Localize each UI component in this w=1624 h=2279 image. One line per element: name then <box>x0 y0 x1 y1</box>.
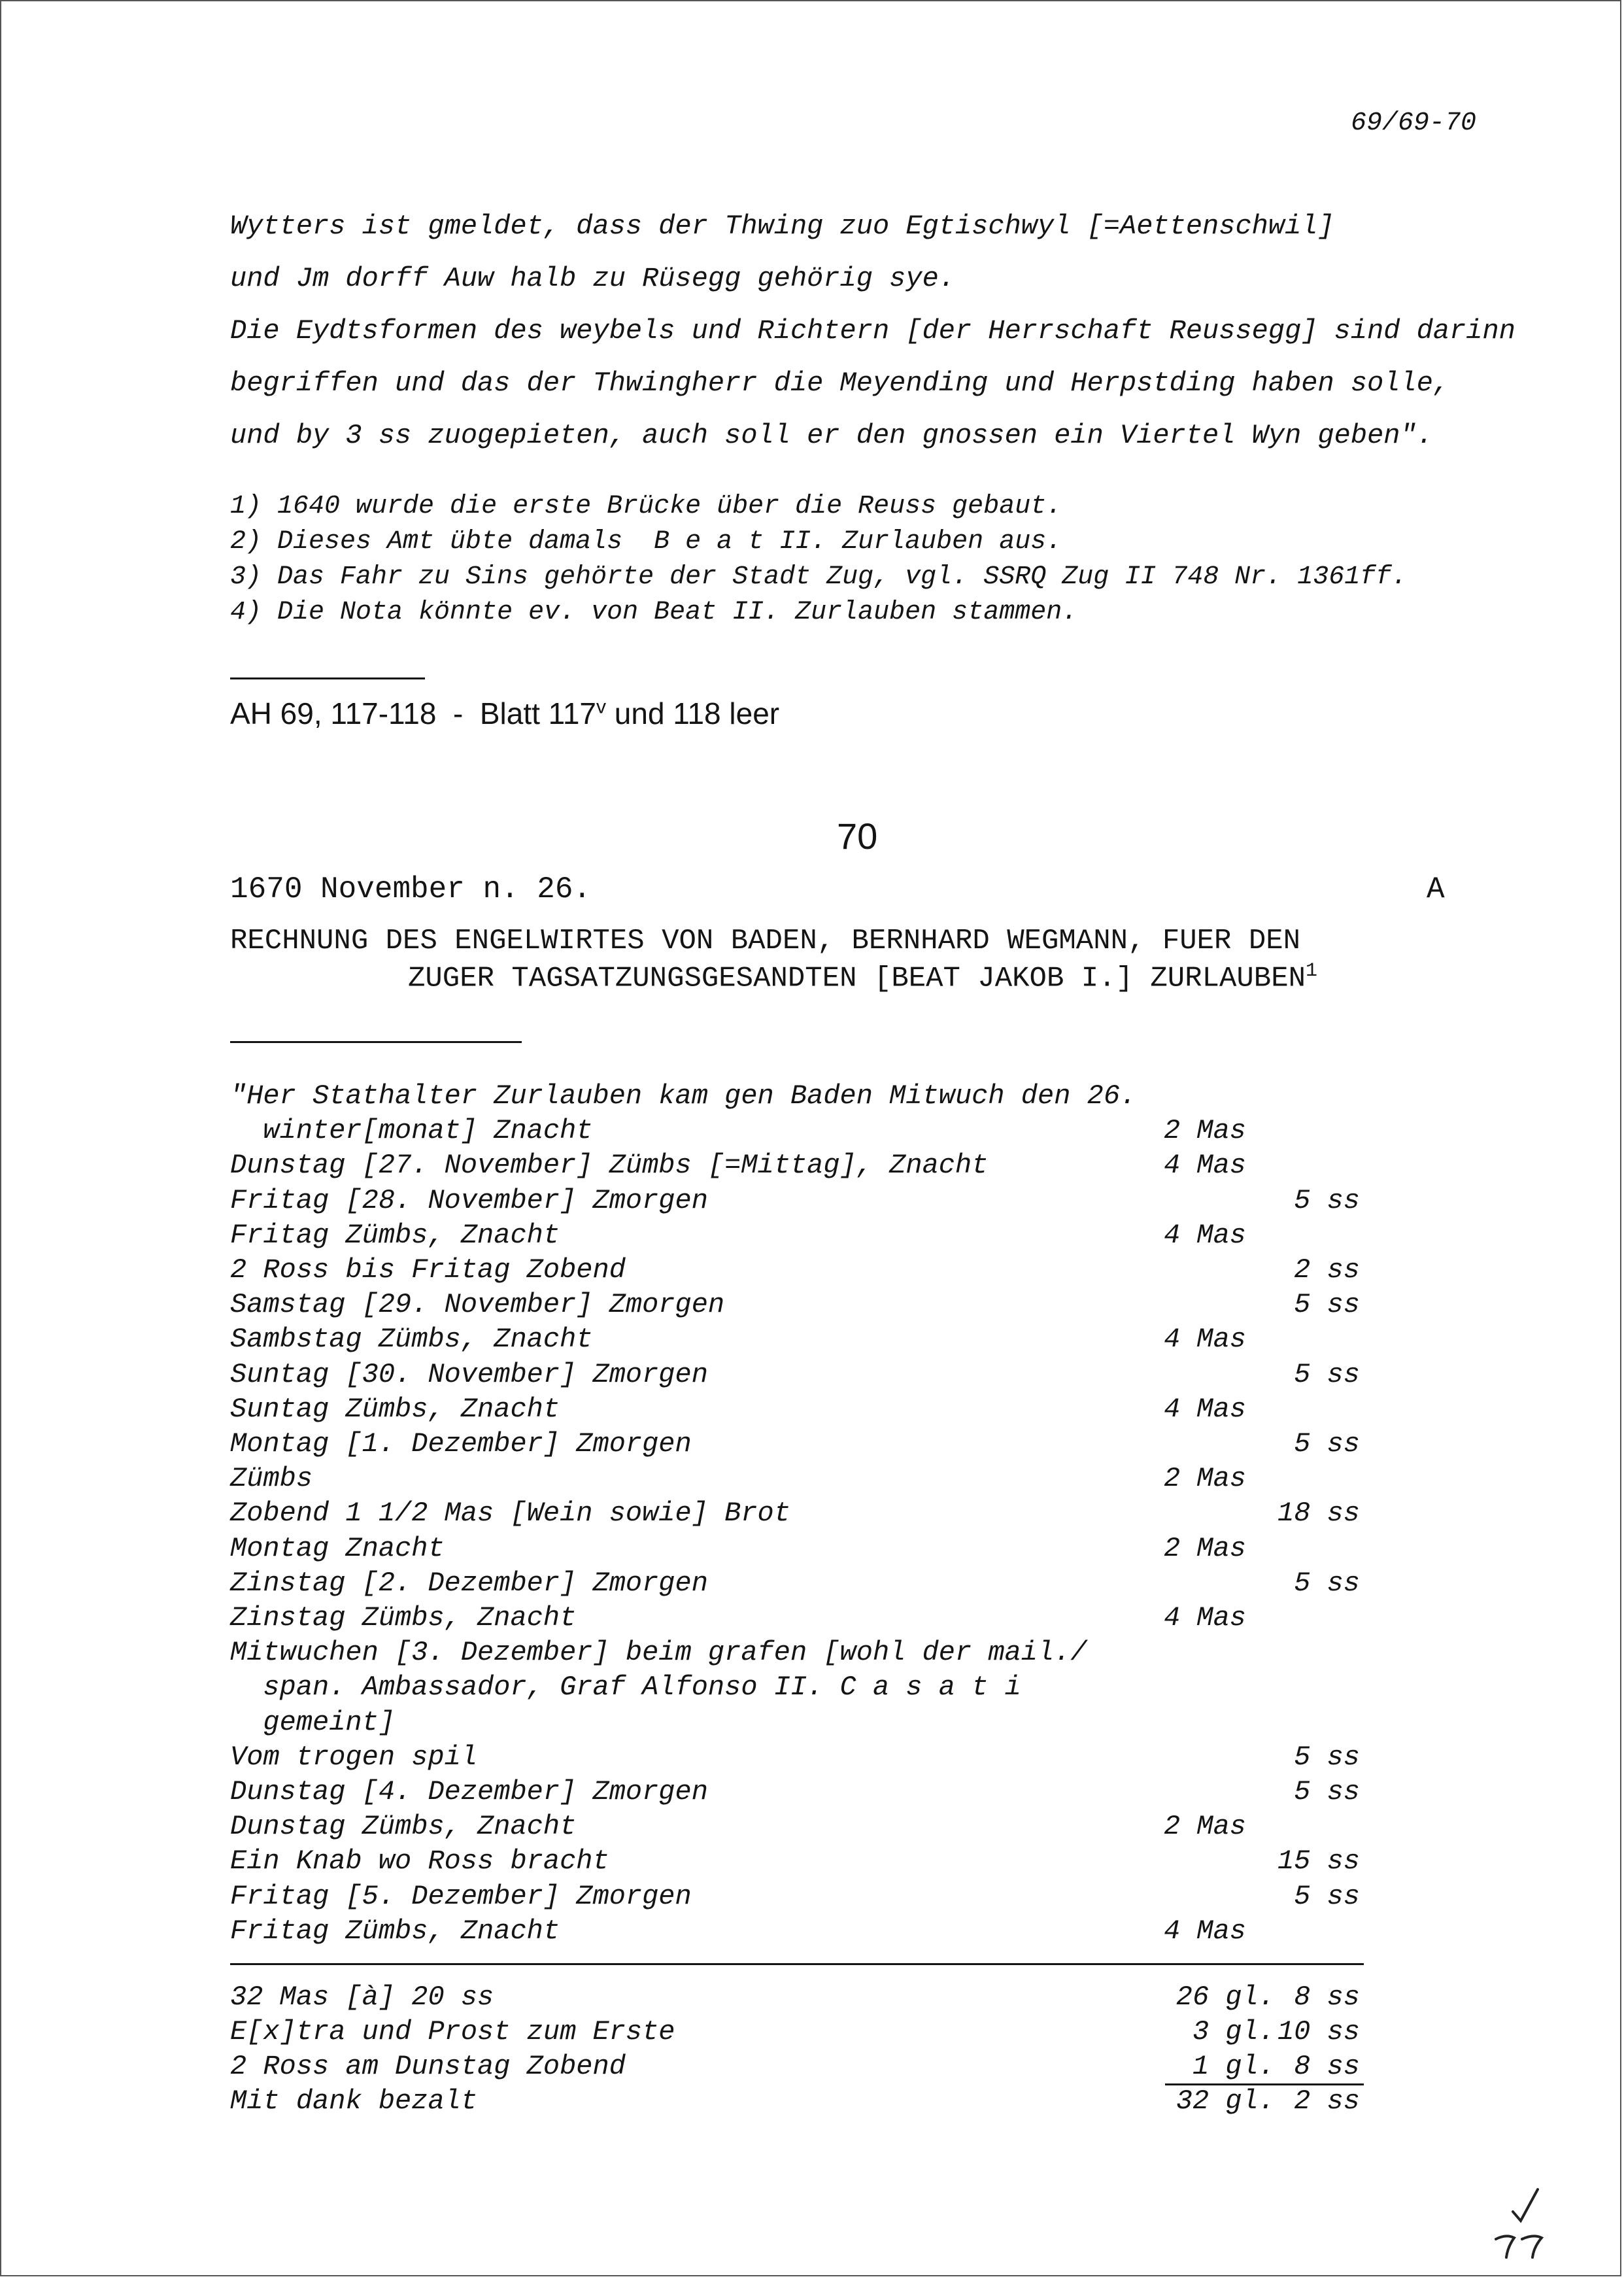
entry-ss-amount: 5 ss <box>1294 1881 1360 1912</box>
document-date: 1670 November n. 26. <box>230 872 592 906</box>
sum-underline <box>1165 2083 1364 2085</box>
quote-line: Die Eydtsformen des weybels und Richtern [der Herrschaft Reussegg] sind darinn <box>230 315 1515 347</box>
entry-ss-amount: 5 ss <box>1294 1289 1360 1320</box>
entry-mas-amount: 4 Mas <box>1163 1602 1246 1634</box>
entry-label: Dunstag Zümbs, Znacht <box>230 1811 577 1842</box>
handwritten-mark <box>1487 2184 1559 2263</box>
entry-label: Dunstag [4. Dezember] Zmorgen <box>230 1776 708 1808</box>
entry-mas-amount: 2 Mas <box>1163 1115 1246 1146</box>
footnote: 2) Dieses Amt übte damals B e a t II. Zurlauben aus. <box>230 527 1062 557</box>
source-reference-sup: v <box>596 696 606 718</box>
section-divider <box>230 677 425 679</box>
quote-line: und Jm dorff Auw halb zu Rüsegg gehörig sye. <box>230 263 955 294</box>
entry-mas-amount: 4 Mas <box>1163 1915 1246 1947</box>
entry-mas-amount: 2 Mas <box>1163 1463 1246 1494</box>
entry-ss-amount: 18 ss <box>1277 1498 1360 1529</box>
entry-mas-amount: 4 Mas <box>1163 1394 1246 1425</box>
source-reference-after: und 118 leer <box>606 696 780 730</box>
entry-ss-amount: 5 ss <box>1294 1776 1360 1808</box>
entry-label: "Her Stathalter Zurlauben kam gen Baden Mitwuch den 26. <box>230 1080 1137 1112</box>
document-title-line2 <box>408 960 1317 995</box>
document-title-line1: RECHNUNG DES ENGELWIRTES VON BADEN, BERNHARD WEGMANN, FUER DEN <box>230 925 1301 957</box>
entry-label: gemeint] <box>230 1707 396 1738</box>
total-gl-amount: 32 gl. <box>1176 2085 1275 2117</box>
footnote: 3) Das Fahr zu Sins gehörte der Stadt Zug, vgl. SSRQ Zug II 748 Nr. 1361ff. <box>230 562 1408 592</box>
entry-label: Montag [1. Dezember] Zmorgen <box>230 1428 692 1460</box>
total-gl-amount: 26 gl. <box>1176 1981 1275 2013</box>
entry-label: Zinstag Zümbs, Znacht <box>230 1602 577 1634</box>
entry-mas-amount: 4 Mas <box>1163 1150 1246 1181</box>
source-reference <box>230 696 779 731</box>
title-divider <box>230 1041 522 1043</box>
entry-label: span. Ambassador, Graf Alfonso II. C a s a t i <box>230 1671 1021 1703</box>
total-ss-amount: 10 ss <box>1277 2016 1360 2048</box>
entry-label: winter[monat] Znacht <box>230 1115 593 1146</box>
entry-ss-amount: 5 ss <box>1294 1568 1360 1599</box>
title-footnote-ref: 1 <box>1306 960 1318 982</box>
quote-line: begriffen und das der Thwingherr die Meyending und Herpstding haben solle, <box>230 368 1450 399</box>
page-number: 69/69-70 <box>1350 109 1476 138</box>
footnote: 4) Die Nota könnte ev. von Beat II. Zurlauben stammen. <box>230 598 1078 627</box>
document-title-text: ZUGER TAGSATZUNGSGESANDTEN [BEAT JAKOB I.] ZURLAUBEN <box>408 962 1306 995</box>
entry-ss-amount: 5 ss <box>1294 1428 1360 1460</box>
entry-label: Fritag [5. Dezember] Zmorgen <box>230 1881 692 1912</box>
entry-mas-amount: 2 Mas <box>1163 1811 1246 1842</box>
entry-label: Suntag Zümbs, Znacht <box>230 1394 560 1425</box>
total-gl-amount: 3 gl. <box>1192 2016 1275 2048</box>
total-ss-amount: 8 ss <box>1294 1981 1360 2013</box>
entry-mas-amount: 2 Mas <box>1163 1533 1246 1564</box>
entry-label: Fritag Zümbs, Znacht <box>230 1915 560 1947</box>
entry-mas-amount: 4 Mas <box>1163 1324 1246 1355</box>
entry-label: Montag Znacht <box>230 1533 445 1564</box>
entry-label: 2 Ross bis Fritag Zobend <box>230 1254 626 1286</box>
document-variant: A <box>1427 872 1445 906</box>
total-label: E[x]tra und Prost zum Erste <box>230 2016 675 2048</box>
entry-label: Dunstag [27. November] Zümbs [=Mittag], Znacht <box>230 1150 989 1181</box>
entry-label: Ein Knab wo Ross bracht <box>230 1845 609 1877</box>
total-label: 32 Mas [à] 20 ss <box>230 1981 494 2013</box>
quote-line: Wytters ist gmeldet, dass der Thwing zuo Egtischwyl [=Aettenschwil] <box>230 211 1334 242</box>
entry-mas-amount: 4 Mas <box>1163 1220 1246 1251</box>
total-label: 2 Ross am Dunstag Zobend <box>230 2051 626 2082</box>
entry-ss-amount: 2 ss <box>1294 1254 1360 1286</box>
entry-label: Suntag [30. November] Zmorgen <box>230 1359 708 1390</box>
total-ss-amount: 8 ss <box>1294 2051 1360 2082</box>
entry-label: Zobend 1 1/2 Mas [Wein sowie] Brot <box>230 1498 790 1529</box>
entry-label: Samstag [29. November] Zmorgen <box>230 1289 725 1320</box>
total-gl-amount: 1 gl. <box>1192 2051 1275 2082</box>
entry-label: Zinstag [2. Dezember] Zmorgen <box>230 1568 708 1599</box>
source-reference-text: AH 69, 117-118 - Blatt 117 <box>230 696 596 730</box>
footnote: 1) 1640 wurde die erste Brücke über die Reuss gebaut. <box>230 492 1062 521</box>
entry-label: Vom trogen spil <box>230 1741 478 1773</box>
entry-label: Mitwuchen [3. Dezember] beim grafen [wohl der mail./ <box>230 1637 1087 1668</box>
quote-line: und by 3 ss zuogepieten, auch soll er den gnossen ein Viertel Wyn geben". <box>230 420 1433 451</box>
totals-divider <box>230 1963 1364 1965</box>
entry-ss-amount: 15 ss <box>1277 1845 1360 1877</box>
entry-label: Zümbs <box>230 1463 313 1494</box>
total-ss-amount: 2 ss <box>1294 2085 1360 2117</box>
entry-ss-amount: 5 ss <box>1294 1185 1360 1216</box>
total-label: Mit dank bezalt <box>230 2085 478 2117</box>
entry-label: Fritag Zümbs, Znacht <box>230 1220 560 1251</box>
entry-label: Sambstag Zümbs, Znacht <box>230 1324 593 1355</box>
entry-ss-amount: 5 ss <box>1294 1741 1360 1773</box>
entry-label: Fritag [28. November] Zmorgen <box>230 1185 708 1216</box>
document-number: 70 <box>837 815 878 857</box>
entry-ss-amount: 5 ss <box>1294 1359 1360 1390</box>
